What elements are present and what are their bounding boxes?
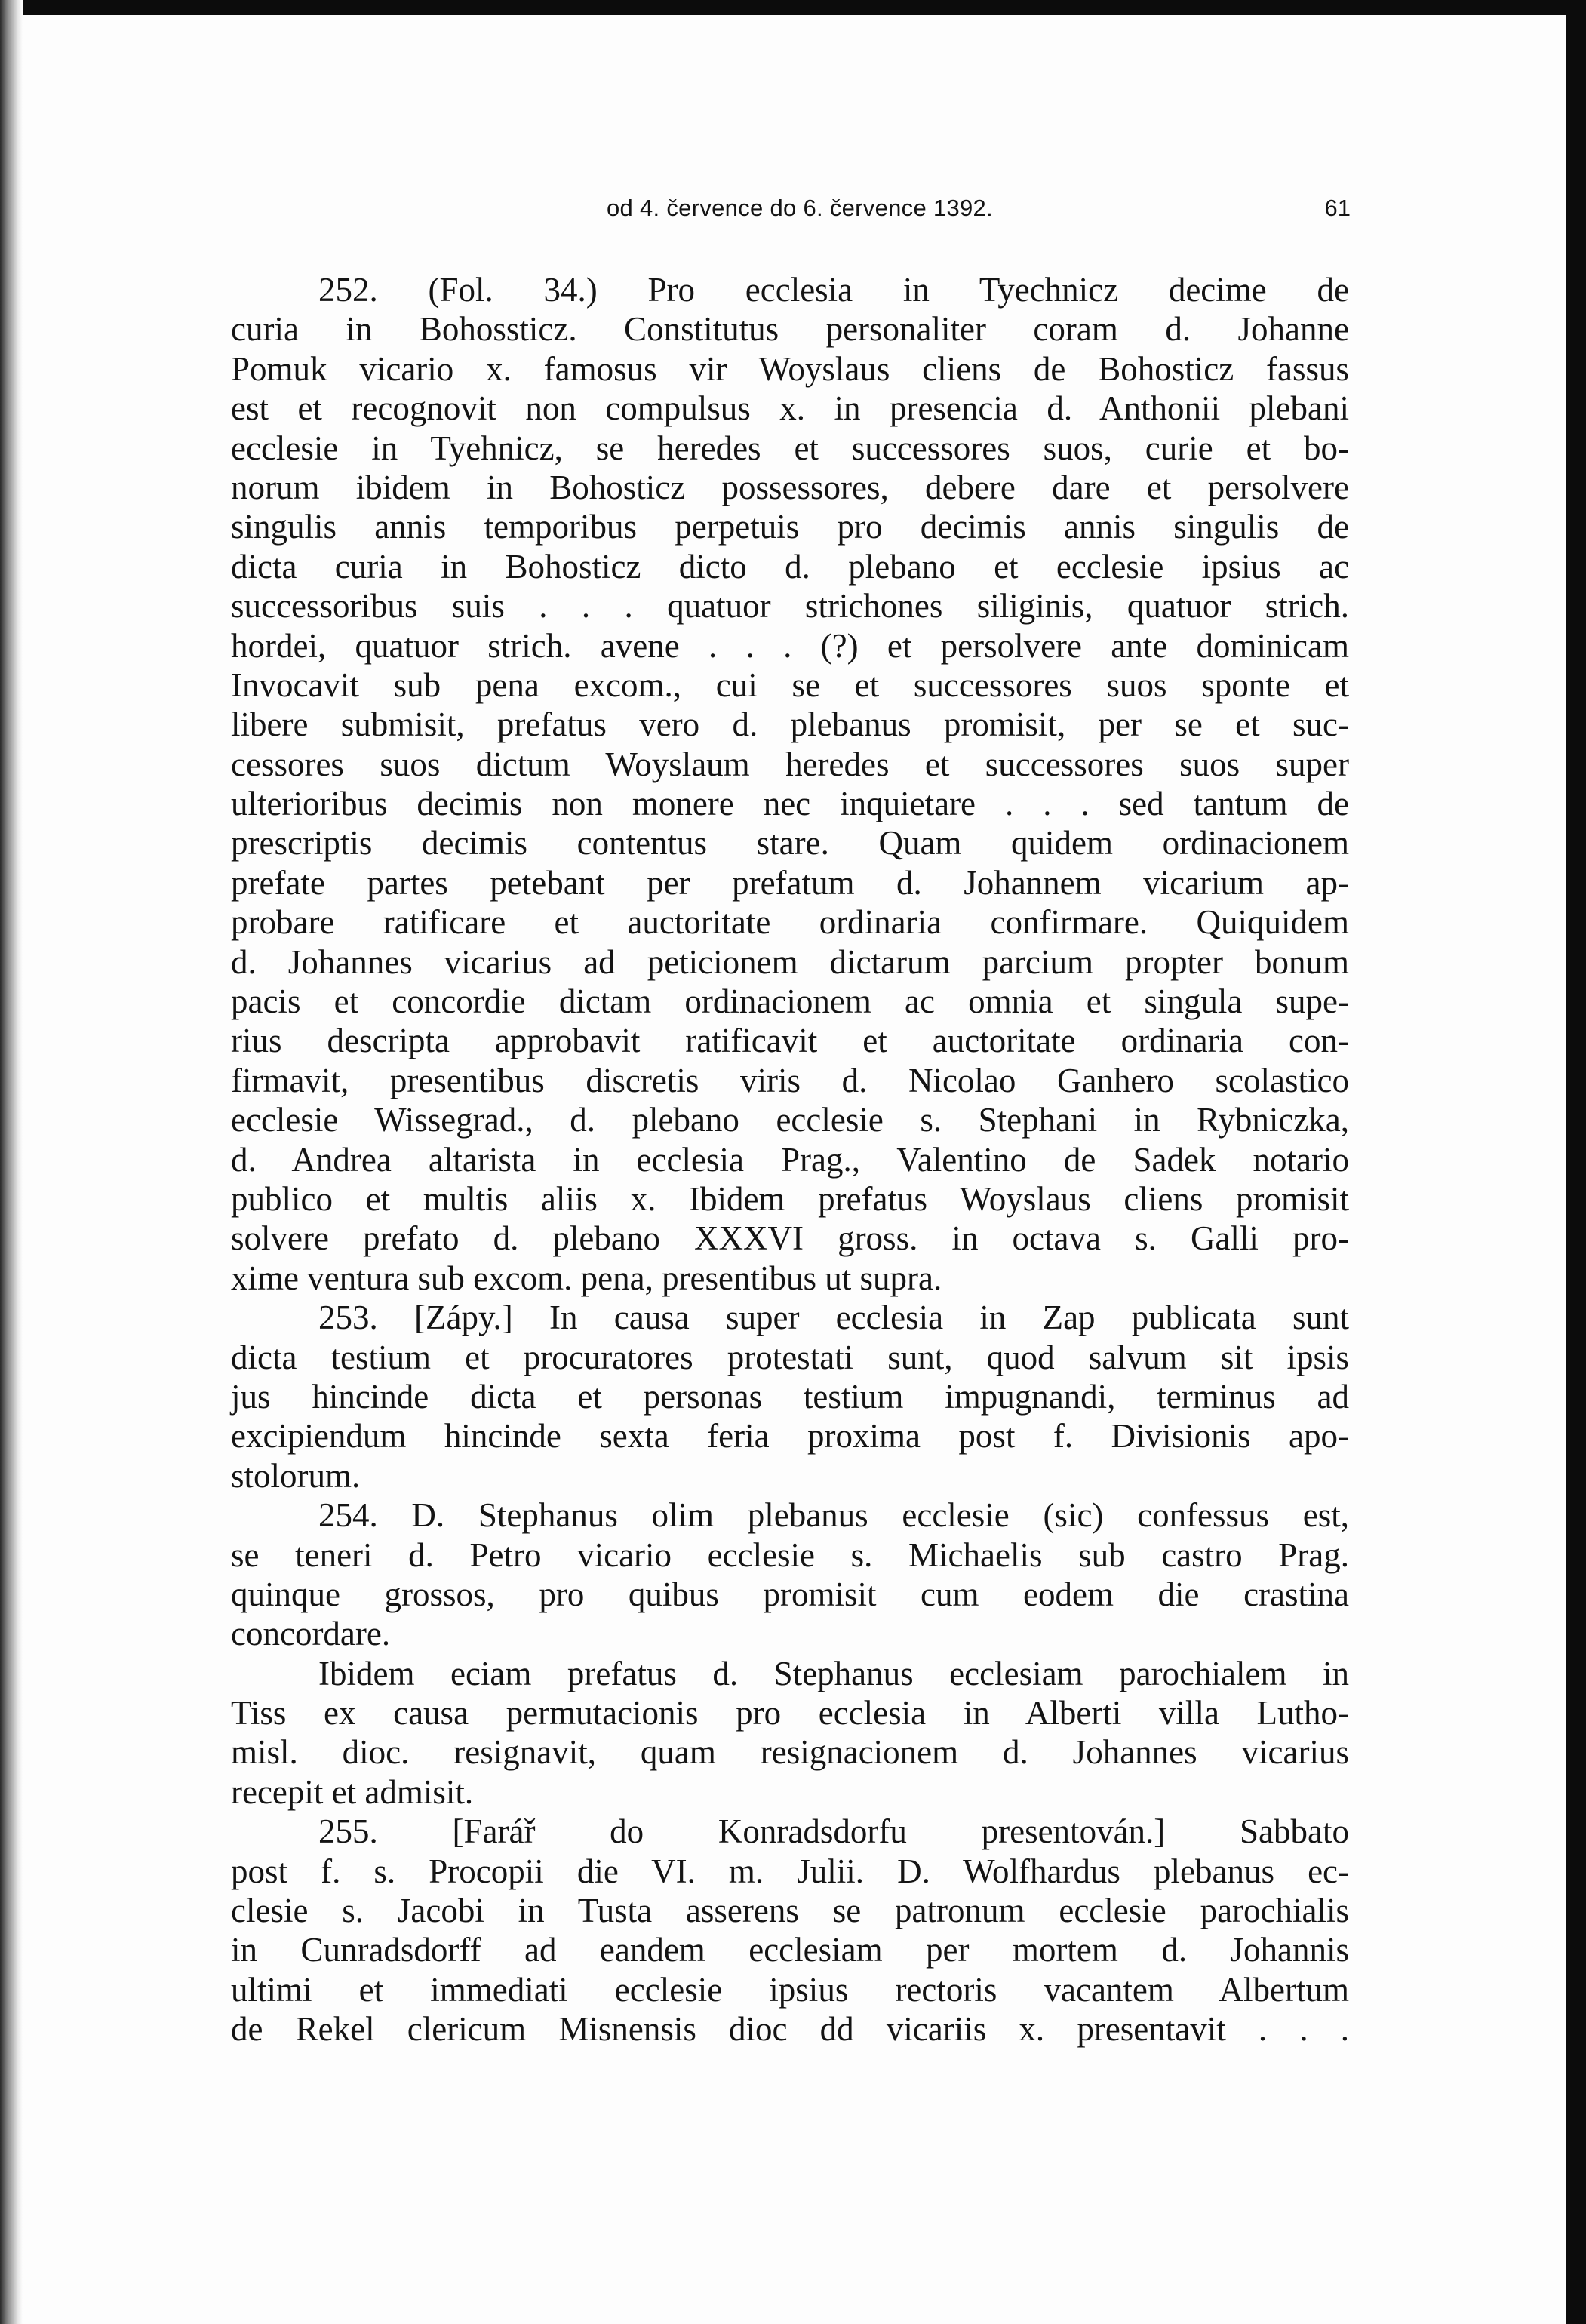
text-line: Ibidem eciam prefatus d. Stephanus ecclesiam parochialem in <box>318 1654 1349 1692</box>
text-line: cessores suos dictum Woyslaum heredes et successores suos super <box>231 745 1349 783</box>
text-line: se teneri d. Petro vicario ecclesie s. Michaelis sub castro Prag. <box>231 1536 1349 1574</box>
text-line: misl. dioc. resignavit, quam resignacionem d. Johannes vicarius <box>231 1733 1349 1772</box>
text-line: 254. D. Stephanus olim plebanus ecclesie (sic) confessus est, <box>318 1496 1349 1535</box>
text-line: Tiss ex causa permutacionis pro ecclesia in Alberti villa Luthо- <box>231 1694 1349 1732</box>
text-line: xime ventura sub excom. pena, presentibus ut supra. <box>231 1259 942 1297</box>
text-line: probare ratificare et auctoritate ordinaria confirmare. Quiquidem <box>231 903 1349 942</box>
text-line: ultimi et immediati ecclesie ipsius rectoris vacantem Albertum <box>231 1970 1349 2009</box>
text-line: firmavit, presentibus discretis viris d. Nicolao Ganhero scolastico <box>231 1061 1349 1099</box>
text-line: 255. [Farář do Konradsdorfu presentován.] Sabbato <box>318 1812 1349 1851</box>
text-line: clesie s. Jacobi in Tusta asserens se patronum ecclesie parochialis <box>231 1892 1349 1930</box>
text-line: libere submisit, prefatus vero d. plebanus promisit, per se et suc- <box>231 706 1349 744</box>
text-line: curia in Bohossticz. Constitutus personaliter coram d. Johanne <box>231 310 1349 349</box>
text-line: in Cunradsdorff ad eandem ecclesiam per mortem d. Johannis <box>231 1931 1349 1969</box>
text-line: prescriptis decimis contentus stare. Quam quidem ordinacionem <box>231 824 1349 862</box>
text-line: concordare. <box>231 1615 391 1653</box>
text-line: excipiendum hincinde sexta feria proxima post f. Divisionis apo- <box>231 1417 1349 1456</box>
text-line: norum ibidem in Bohosticz possessores, debere dare et persolvere <box>231 468 1349 506</box>
text-line: dicta curia in Bohosticz dicto d. plebano et ecclesie ipsius ac <box>231 547 1349 586</box>
text-line: Pomuk vicario x. famosus vir Woyslaus cliens de Bohosticz fassus <box>231 349 1349 388</box>
text-line: ulterioribus decimis non monere nec inquietare . . . sed tantum de <box>231 785 1349 823</box>
text-line: recepit et admisit. <box>231 1772 474 1811</box>
text-line: Invocavit sub pena excom., cui se et successores suos sponte et <box>231 666 1349 704</box>
running-header: od 4. července do 6. července 1392. <box>607 195 993 221</box>
text-line: ecclesie Wissegrad., d. plebano ecclesie s. Stephani in Rybniczka, <box>231 1101 1349 1139</box>
text-line: rius descripta approbavit ratificavit et auctoritate ordinaria con- <box>231 1022 1349 1060</box>
text-line: jus hincinde dicta et personas testium impugnandi, terminus ad <box>231 1377 1349 1416</box>
text-line: stolorum. <box>231 1456 361 1495</box>
scan-left-edge <box>0 0 23 2324</box>
text-line: est et recognovit non compulsus x. in presencia d. Anthonii plebani <box>231 389 1349 428</box>
text-line: publico et multis aliis x. Ibidem prefatus Woyslaus cliens promisit <box>231 1179 1349 1218</box>
text-line: 253. [Zápy.] In causa super ecclesia in Zap publicata sunt <box>318 1299 1349 1337</box>
text-line: pacis et concordie dictam ordinacionem ac omnia et singula supe- <box>231 982 1349 1021</box>
text-line: 252. (Fol. 34.) Pro ecclesia in Tyechnicz decime de <box>318 271 1349 309</box>
text-line: de Rekel clericum Misnensis dioc dd vicariis x. presentavit . . . <box>231 2010 1349 2049</box>
text-line: ecclesie in Tyehnicz, se heredes et successores suos, curie et bo- <box>231 429 1349 467</box>
text-line: quinque grossos, pro quibus promisit cum eodem die crastina <box>231 1575 1349 1613</box>
page-number: 61 <box>1324 195 1351 221</box>
text-line: solvere prefato d. plebano XXXVI gross. in octava s. Galli pro- <box>231 1219 1349 1258</box>
scan-right-border <box>1566 0 1586 2324</box>
text-line: dicta testium et procuratores protestati sunt, quod salvum sit ipsis <box>231 1338 1349 1376</box>
body-text <box>231 270 1349 2049</box>
text-line: d. Andrea altarista in ecclesia Prag., Valentino de Sadek notario <box>231 1140 1349 1179</box>
text-line: prefate partes petebant per prefatum d. Johannem vicarium ap- <box>231 863 1349 902</box>
text-line: singulis annis temporibus perpetuis pro decimis annis singulis de <box>231 508 1349 546</box>
text-line: hordei, quatuor strich. avene . . . (?) et persolvere ante dominicam <box>231 626 1349 665</box>
scan-top-border <box>0 0 1586 15</box>
text-line: d. Johannes vicarius ad peticionem dictarum parcium propter bonum <box>231 942 1349 981</box>
text-line: post f. s. Procopii die VI. m. Julii. D. Wolfhardus plebanus ec- <box>231 1852 1349 1890</box>
text-line: successoribus suis . . . quatuor strichones siliginis, quatuor strich. <box>231 587 1349 626</box>
